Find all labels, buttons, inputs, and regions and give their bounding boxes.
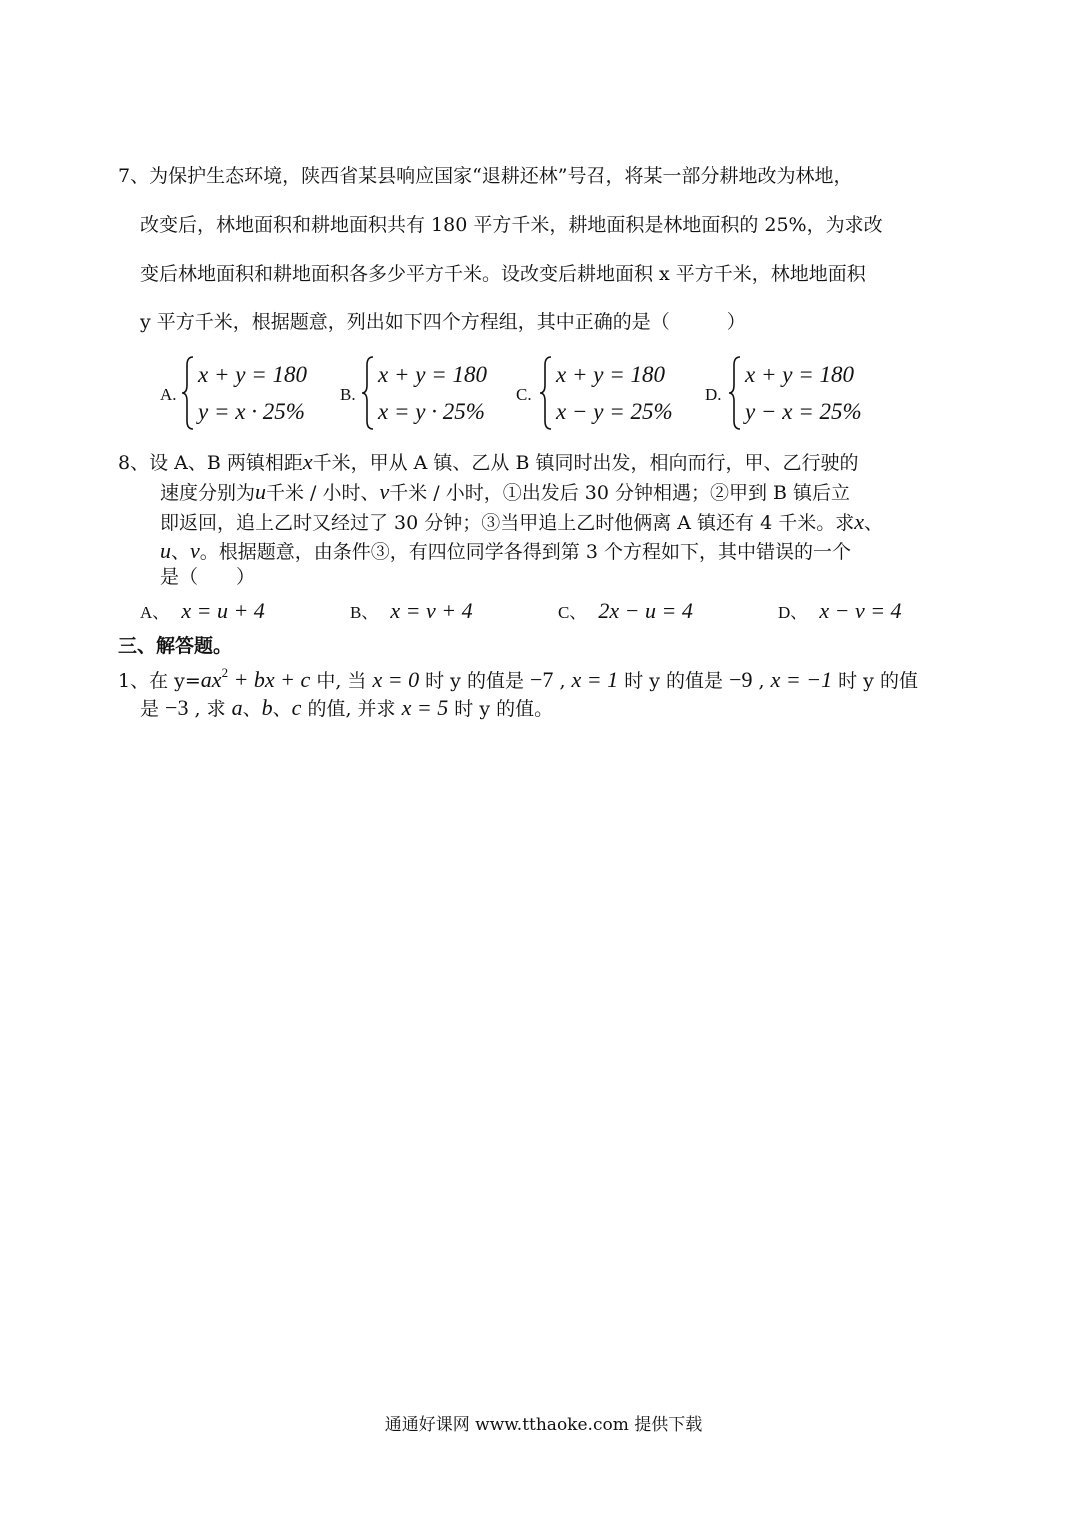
text: 、 bbox=[272, 698, 292, 720]
text: 是 bbox=[140, 698, 166, 720]
section-heading: 三、解答题。 bbox=[118, 635, 233, 657]
text: 时 y 的值 bbox=[832, 670, 918, 692]
var-b: b bbox=[261, 695, 273, 720]
q8-line-3 bbox=[160, 511, 883, 533]
q8-text: 千米，甲从 A 镇、乙从 B 镇同时出发，相向而行，甲、乙行驶的 bbox=[312, 452, 859, 474]
math-value: −9 bbox=[729, 667, 753, 692]
math-expr: x = 1 bbox=[571, 667, 619, 692]
equation-1: x + y = 180 bbox=[556, 362, 665, 387]
text: 、 bbox=[242, 698, 262, 720]
option-label: A、 bbox=[140, 603, 170, 622]
text: 时 y 的值。 bbox=[448, 698, 554, 720]
option-label: B、 bbox=[350, 603, 379, 622]
option-label: B. bbox=[340, 385, 356, 404]
q8-text: 千米 / 小时，①出发后 30 分钟相遇；②甲到 B 镇后立 bbox=[389, 482, 851, 504]
q8-option-d bbox=[778, 600, 902, 622]
q8-text: 、 bbox=[171, 541, 191, 563]
option-label: C、 bbox=[558, 603, 587, 622]
var-x: x bbox=[302, 449, 313, 474]
exponent: 2 bbox=[221, 665, 229, 680]
option-equation: 2x − u = 4 bbox=[598, 598, 693, 623]
var-v: v bbox=[379, 479, 390, 504]
equation-2: y = x · 25% bbox=[198, 399, 305, 424]
q7-line-1: 7、为保护生态环境，陕西省某县响应国家“退耕还林”号召，将某一部分耕地改为林地， bbox=[118, 165, 853, 187]
q7-option-c bbox=[516, 355, 696, 435]
text: 1、在 y= bbox=[118, 670, 201, 692]
q3-1-line-2 bbox=[140, 697, 553, 719]
text: 时 y 的值是 bbox=[618, 670, 730, 692]
left-brace-icon bbox=[727, 355, 743, 431]
option-equation: x = v + 4 bbox=[390, 598, 473, 623]
equation-2: x = y · 25% bbox=[378, 399, 485, 424]
q8-option-a bbox=[140, 600, 265, 622]
left-brace-icon bbox=[360, 355, 376, 431]
page-footer: 通通好课网 www.tthaoke.com 提供下载 bbox=[384, 1415, 703, 1435]
q7-option-d bbox=[705, 355, 885, 435]
q7-line-3: 变后林地面积和耕地面积各多少平方千米。设改变后耕地面积 x 平方千米，林地地面积 bbox=[140, 263, 866, 285]
equation-2: y − x = 25% bbox=[745, 399, 862, 424]
q8-line-1 bbox=[118, 451, 858, 473]
option-equation: x = u + 4 bbox=[181, 598, 265, 623]
option-equation: x − v = 4 bbox=[819, 598, 902, 623]
q8-line-4 bbox=[160, 540, 851, 562]
q8-text: 8、设 A、B 两镇相距 bbox=[118, 452, 303, 474]
q7-line-4: y 平方千米，根据题意，列出如下四个方程组，其中正确的是（ ） bbox=[140, 311, 746, 333]
left-brace-icon bbox=[538, 355, 554, 431]
text: , 求 bbox=[188, 698, 232, 720]
option-label: C. bbox=[516, 385, 532, 404]
math-value: −7 bbox=[530, 667, 554, 692]
math-expr: x = 0 bbox=[372, 667, 420, 692]
q8-text: 、 bbox=[864, 512, 884, 534]
math-expr: ax bbox=[200, 667, 222, 692]
text: 中, 当 bbox=[310, 670, 373, 692]
text: , bbox=[553, 670, 572, 692]
var-c: c bbox=[291, 695, 302, 720]
q8-option-b bbox=[350, 600, 473, 622]
var-x: x bbox=[854, 509, 864, 534]
var-u: u bbox=[160, 538, 171, 563]
left-brace-icon bbox=[180, 355, 196, 431]
math-expr: x = 5 bbox=[401, 695, 449, 720]
var-u: u bbox=[255, 479, 267, 504]
q8-text: 即返回，追上乙时又经过了 30 分钟；③当甲追上乙时他俩离 A 镇还有 4 千米。求 bbox=[160, 512, 855, 534]
q8-text: 。根据题意，由条件③，有四位同学各得到第 3 个方程如下，其中错误的一个 bbox=[199, 541, 851, 563]
math-expr: x = −1 bbox=[770, 667, 833, 692]
option-label: D. bbox=[705, 385, 722, 404]
q7-option-a bbox=[160, 355, 330, 435]
equation-1: x + y = 180 bbox=[378, 362, 487, 387]
q7-line-2: 改变后，林地面积和耕地面积共有 180 平方千米，耕地面积是林地面积的 25%，为求改 bbox=[140, 214, 883, 236]
q8-text: 速度分别为 bbox=[160, 482, 256, 504]
q8-line-2 bbox=[160, 481, 850, 503]
option-label: D、 bbox=[778, 603, 808, 622]
text: 时 y 的值是 bbox=[419, 670, 530, 692]
var-a: a bbox=[231, 695, 243, 720]
text: 的值, 并求 bbox=[301, 698, 402, 720]
math-value: −3 bbox=[165, 695, 189, 720]
q8-text: 千米 / 小时、 bbox=[266, 482, 380, 504]
q3-1-line-1 bbox=[118, 666, 918, 691]
text: , bbox=[752, 670, 771, 692]
q8-option-c bbox=[558, 600, 693, 622]
equation-2: x − y = 25% bbox=[556, 399, 673, 424]
equation-1: x + y = 180 bbox=[198, 362, 307, 387]
var-v: v bbox=[190, 538, 200, 563]
q8-line-5: 是（ ） bbox=[160, 566, 256, 588]
equation-1: x + y = 180 bbox=[745, 362, 854, 387]
math-expr: + bx + c bbox=[228, 667, 311, 692]
option-label: A. bbox=[160, 385, 177, 404]
q7-option-b bbox=[340, 355, 510, 435]
